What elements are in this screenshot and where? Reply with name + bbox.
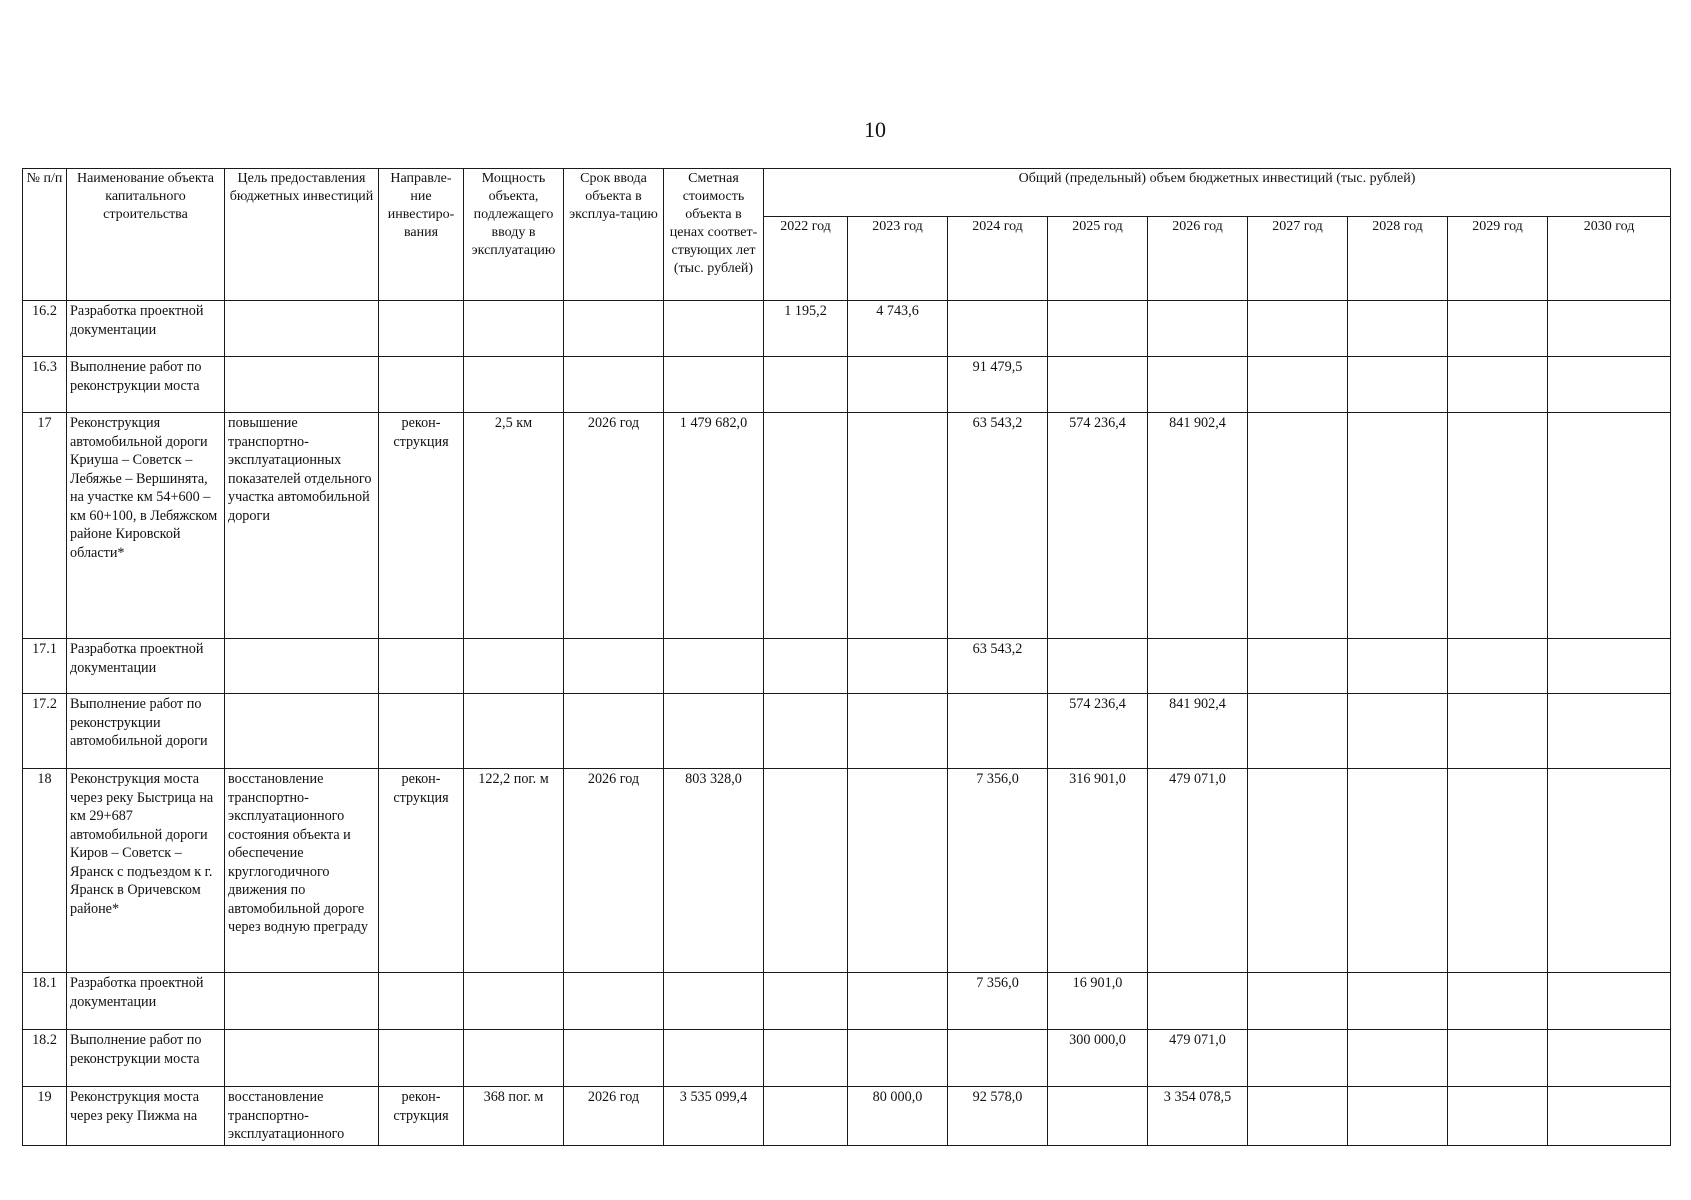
header-purpose: Цель предоставления бюджетных инвестиций — [225, 169, 379, 301]
year-value — [1248, 301, 1348, 357]
year-value: 16 901,0 — [1048, 973, 1148, 1030]
year-value: 92 578,0 — [948, 1087, 1048, 1146]
year-value — [1548, 1087, 1671, 1146]
commissioning-term — [564, 973, 664, 1030]
header-name: Наименование объекта капитального строительства — [67, 169, 225, 301]
year-value — [1448, 357, 1548, 413]
year-value — [1248, 1087, 1348, 1146]
year-value — [1448, 973, 1548, 1030]
year-value — [1148, 973, 1248, 1030]
year-value: 63 543,2 — [948, 639, 1048, 694]
year-value: 574 236,4 — [1048, 413, 1148, 639]
investment-direction: рекон-струкция — [379, 1087, 464, 1146]
year-value: 7 356,0 — [948, 973, 1048, 1030]
year-value — [764, 1087, 848, 1146]
investment-direction — [379, 694, 464, 769]
table-body — [23, 301, 1671, 1146]
year-value — [1448, 639, 1548, 694]
year-value — [764, 694, 848, 769]
table-row — [23, 639, 1671, 694]
investment-direction: рекон-струкция — [379, 769, 464, 973]
year-value — [1348, 694, 1448, 769]
estimated-cost — [664, 1030, 764, 1087]
row-number: 18.2 — [23, 1030, 67, 1087]
year-value — [1248, 1030, 1348, 1087]
page-number: 10 — [864, 117, 886, 142]
year-value — [1548, 973, 1671, 1030]
year-value — [948, 694, 1048, 769]
year-value: 80 000,0 — [848, 1087, 948, 1146]
year-value: 841 902,4 — [1148, 413, 1248, 639]
estimated-cost: 1 479 682,0 — [664, 413, 764, 639]
investment-purpose — [225, 357, 379, 413]
year-value — [848, 694, 948, 769]
year-value — [848, 973, 948, 1030]
year-value — [1348, 973, 1448, 1030]
year-value — [948, 1030, 1048, 1087]
year-value — [1348, 301, 1448, 357]
commissioning-term — [564, 694, 664, 769]
year-value — [764, 639, 848, 694]
table-row — [23, 973, 1671, 1030]
header-year: 2028 год — [1348, 217, 1448, 301]
year-value — [764, 357, 848, 413]
header-year: 2029 год — [1448, 217, 1548, 301]
year-value — [1548, 694, 1671, 769]
header-total: Общий (предельный) объем бюджетных инвестиций (тыс. рублей) — [764, 169, 1671, 217]
year-value — [1248, 694, 1348, 769]
investment-direction — [379, 1030, 464, 1087]
investment-direction — [379, 301, 464, 357]
year-value — [1248, 639, 1348, 694]
investment-purpose — [225, 1030, 379, 1087]
year-value — [1148, 639, 1248, 694]
estimated-cost — [664, 301, 764, 357]
year-value — [848, 357, 948, 413]
object-name: Разработка проектной документации — [67, 301, 225, 357]
object-capacity: 368 пог. м — [464, 1087, 564, 1146]
year-value — [1248, 413, 1348, 639]
year-value — [1448, 1087, 1548, 1146]
investment-purpose — [225, 639, 379, 694]
header-year: 2024 год — [948, 217, 1048, 301]
year-value — [1348, 639, 1448, 694]
object-name: Реконструкция автомобильной дороги Криуша – Советск – Лебяжье – Вершинята, на участке км 54+600 – км 60+100, в Лебяжском районе Кировской области* — [67, 413, 225, 639]
object-capacity — [464, 694, 564, 769]
year-value: 574 236,4 — [1048, 694, 1148, 769]
object-name: Разработка проектной документации — [67, 973, 225, 1030]
investment-purpose — [225, 301, 379, 357]
investment-direction: рекон-струкция — [379, 413, 464, 639]
row-number: 19 — [23, 1087, 67, 1146]
table-row — [23, 1030, 1671, 1087]
year-value: 316 901,0 — [1048, 769, 1148, 973]
estimated-cost — [664, 694, 764, 769]
row-number: 17.2 — [23, 694, 67, 769]
year-value — [1248, 357, 1348, 413]
table-row — [23, 769, 1671, 973]
header-year: 2027 год — [1248, 217, 1348, 301]
object-name: Реконструкция моста через реку Пижма на — [67, 1087, 225, 1146]
year-value — [1248, 769, 1348, 973]
year-value — [1348, 769, 1448, 973]
year-value — [1448, 1030, 1548, 1087]
object-capacity — [464, 357, 564, 413]
table-row — [23, 357, 1671, 413]
year-value — [1048, 301, 1148, 357]
year-value — [848, 769, 948, 973]
year-value: 841 902,4 — [1148, 694, 1248, 769]
year-value: 479 071,0 — [1148, 1030, 1248, 1087]
year-value — [1048, 1087, 1148, 1146]
year-value — [764, 413, 848, 639]
estimated-cost: 3 535 099,4 — [664, 1087, 764, 1146]
investment-direction — [379, 973, 464, 1030]
estimated-cost — [664, 973, 764, 1030]
year-value — [1548, 639, 1671, 694]
year-value — [1448, 694, 1548, 769]
year-value — [1448, 769, 1548, 973]
commissioning-term: 2026 год — [564, 769, 664, 973]
year-value — [1348, 1030, 1448, 1087]
year-value: 4 743,6 — [848, 301, 948, 357]
row-number: 18.1 — [23, 973, 67, 1030]
year-value — [1348, 357, 1448, 413]
object-capacity — [464, 639, 564, 694]
object-capacity — [464, 973, 564, 1030]
year-value — [1048, 357, 1148, 413]
object-name: Разработка проектной документации — [67, 639, 225, 694]
estimated-cost — [664, 357, 764, 413]
year-value — [1148, 357, 1248, 413]
commissioning-term — [564, 1030, 664, 1087]
table-row — [23, 1087, 1671, 1146]
object-name: Реконструкция моста через реку Быстрица на км 29+687 автомобильной дороги Киров – Советск – Яранск с подъездом к г. Яранск в Оричевском районе* — [67, 769, 225, 973]
year-value — [1548, 301, 1671, 357]
row-number: 16.2 — [23, 301, 67, 357]
year-value — [1048, 639, 1148, 694]
commissioning-term — [564, 639, 664, 694]
year-value — [1548, 769, 1671, 973]
commissioning-term: 2026 год — [564, 1087, 664, 1146]
year-value: 300 000,0 — [1048, 1030, 1148, 1087]
object-name: Выполнение работ по реконструкции моста — [67, 1030, 225, 1087]
estimated-cost — [664, 639, 764, 694]
header-year: 2025 год — [1048, 217, 1148, 301]
header-year: 2026 год — [1148, 217, 1248, 301]
estimated-cost: 803 328,0 — [664, 769, 764, 973]
header-year: 2022 год — [764, 217, 848, 301]
investment-direction — [379, 639, 464, 694]
investment-purpose: восстановление транспортно-эксплуатационного состояния объекта и обеспечение круглогодичного движения по автомобильной дороге через водную преграду — [225, 769, 379, 973]
year-value — [1248, 973, 1348, 1030]
commissioning-term — [564, 357, 664, 413]
header-capacity: Мощность объекта, подлежащего вводу в эксплуатацию — [464, 169, 564, 301]
object-name: Выполнение работ по реконструкции моста — [67, 357, 225, 413]
year-value: 3 354 078,5 — [1148, 1087, 1248, 1146]
header-cost: Сметная стоимость объекта в ценах соответ-ствующих лет (тыс. рублей) — [664, 169, 764, 301]
year-value — [848, 639, 948, 694]
investment-purpose: восстановление транспортно-эксплуатационного — [225, 1087, 379, 1146]
year-value: 7 356,0 — [948, 769, 1048, 973]
year-value — [1448, 301, 1548, 357]
header-year: 2023 год — [848, 217, 948, 301]
row-number: 17 — [23, 413, 67, 639]
investment-purpose — [225, 973, 379, 1030]
investment-table — [22, 168, 1671, 1146]
header-year: 2030 год — [1548, 217, 1671, 301]
year-value — [1348, 413, 1448, 639]
year-value — [848, 413, 948, 639]
year-value — [1148, 301, 1248, 357]
year-value — [1548, 1030, 1671, 1087]
header-direction: Направле-ние инвестиро-вания — [379, 169, 464, 301]
table-row — [23, 413, 1671, 639]
year-value — [764, 769, 848, 973]
row-number: 18 — [23, 769, 67, 973]
year-value — [1548, 357, 1671, 413]
year-value — [764, 1030, 848, 1087]
investment-direction — [379, 357, 464, 413]
year-value: 63 543,2 — [948, 413, 1048, 639]
commissioning-term — [564, 301, 664, 357]
year-value — [948, 301, 1048, 357]
year-value — [1348, 1087, 1448, 1146]
year-value — [1548, 413, 1671, 639]
year-value: 479 071,0 — [1148, 769, 1248, 973]
object-name: Выполнение работ по реконструкции автомобильной дороги — [67, 694, 225, 769]
header-num: № п/п — [23, 169, 67, 301]
year-value — [848, 1030, 948, 1087]
object-capacity: 122,2 пог. м — [464, 769, 564, 973]
year-value — [764, 973, 848, 1030]
year-value: 1 195,2 — [764, 301, 848, 357]
investment-purpose — [225, 694, 379, 769]
object-capacity: 2,5 км — [464, 413, 564, 639]
object-capacity — [464, 1030, 564, 1087]
header-term: Срок ввода объекта в эксплуа-тацию — [564, 169, 664, 301]
commissioning-term: 2026 год — [564, 413, 664, 639]
year-value — [1448, 413, 1548, 639]
year-value: 91 479,5 — [948, 357, 1048, 413]
investment-purpose: повышение транспортно-эксплуатационных показателей отдельного участка автомобильной дороги — [225, 413, 379, 639]
row-number: 16.3 — [23, 357, 67, 413]
table-row — [23, 301, 1671, 357]
row-number: 17.1 — [23, 639, 67, 694]
object-capacity — [464, 301, 564, 357]
table-row — [23, 694, 1671, 769]
